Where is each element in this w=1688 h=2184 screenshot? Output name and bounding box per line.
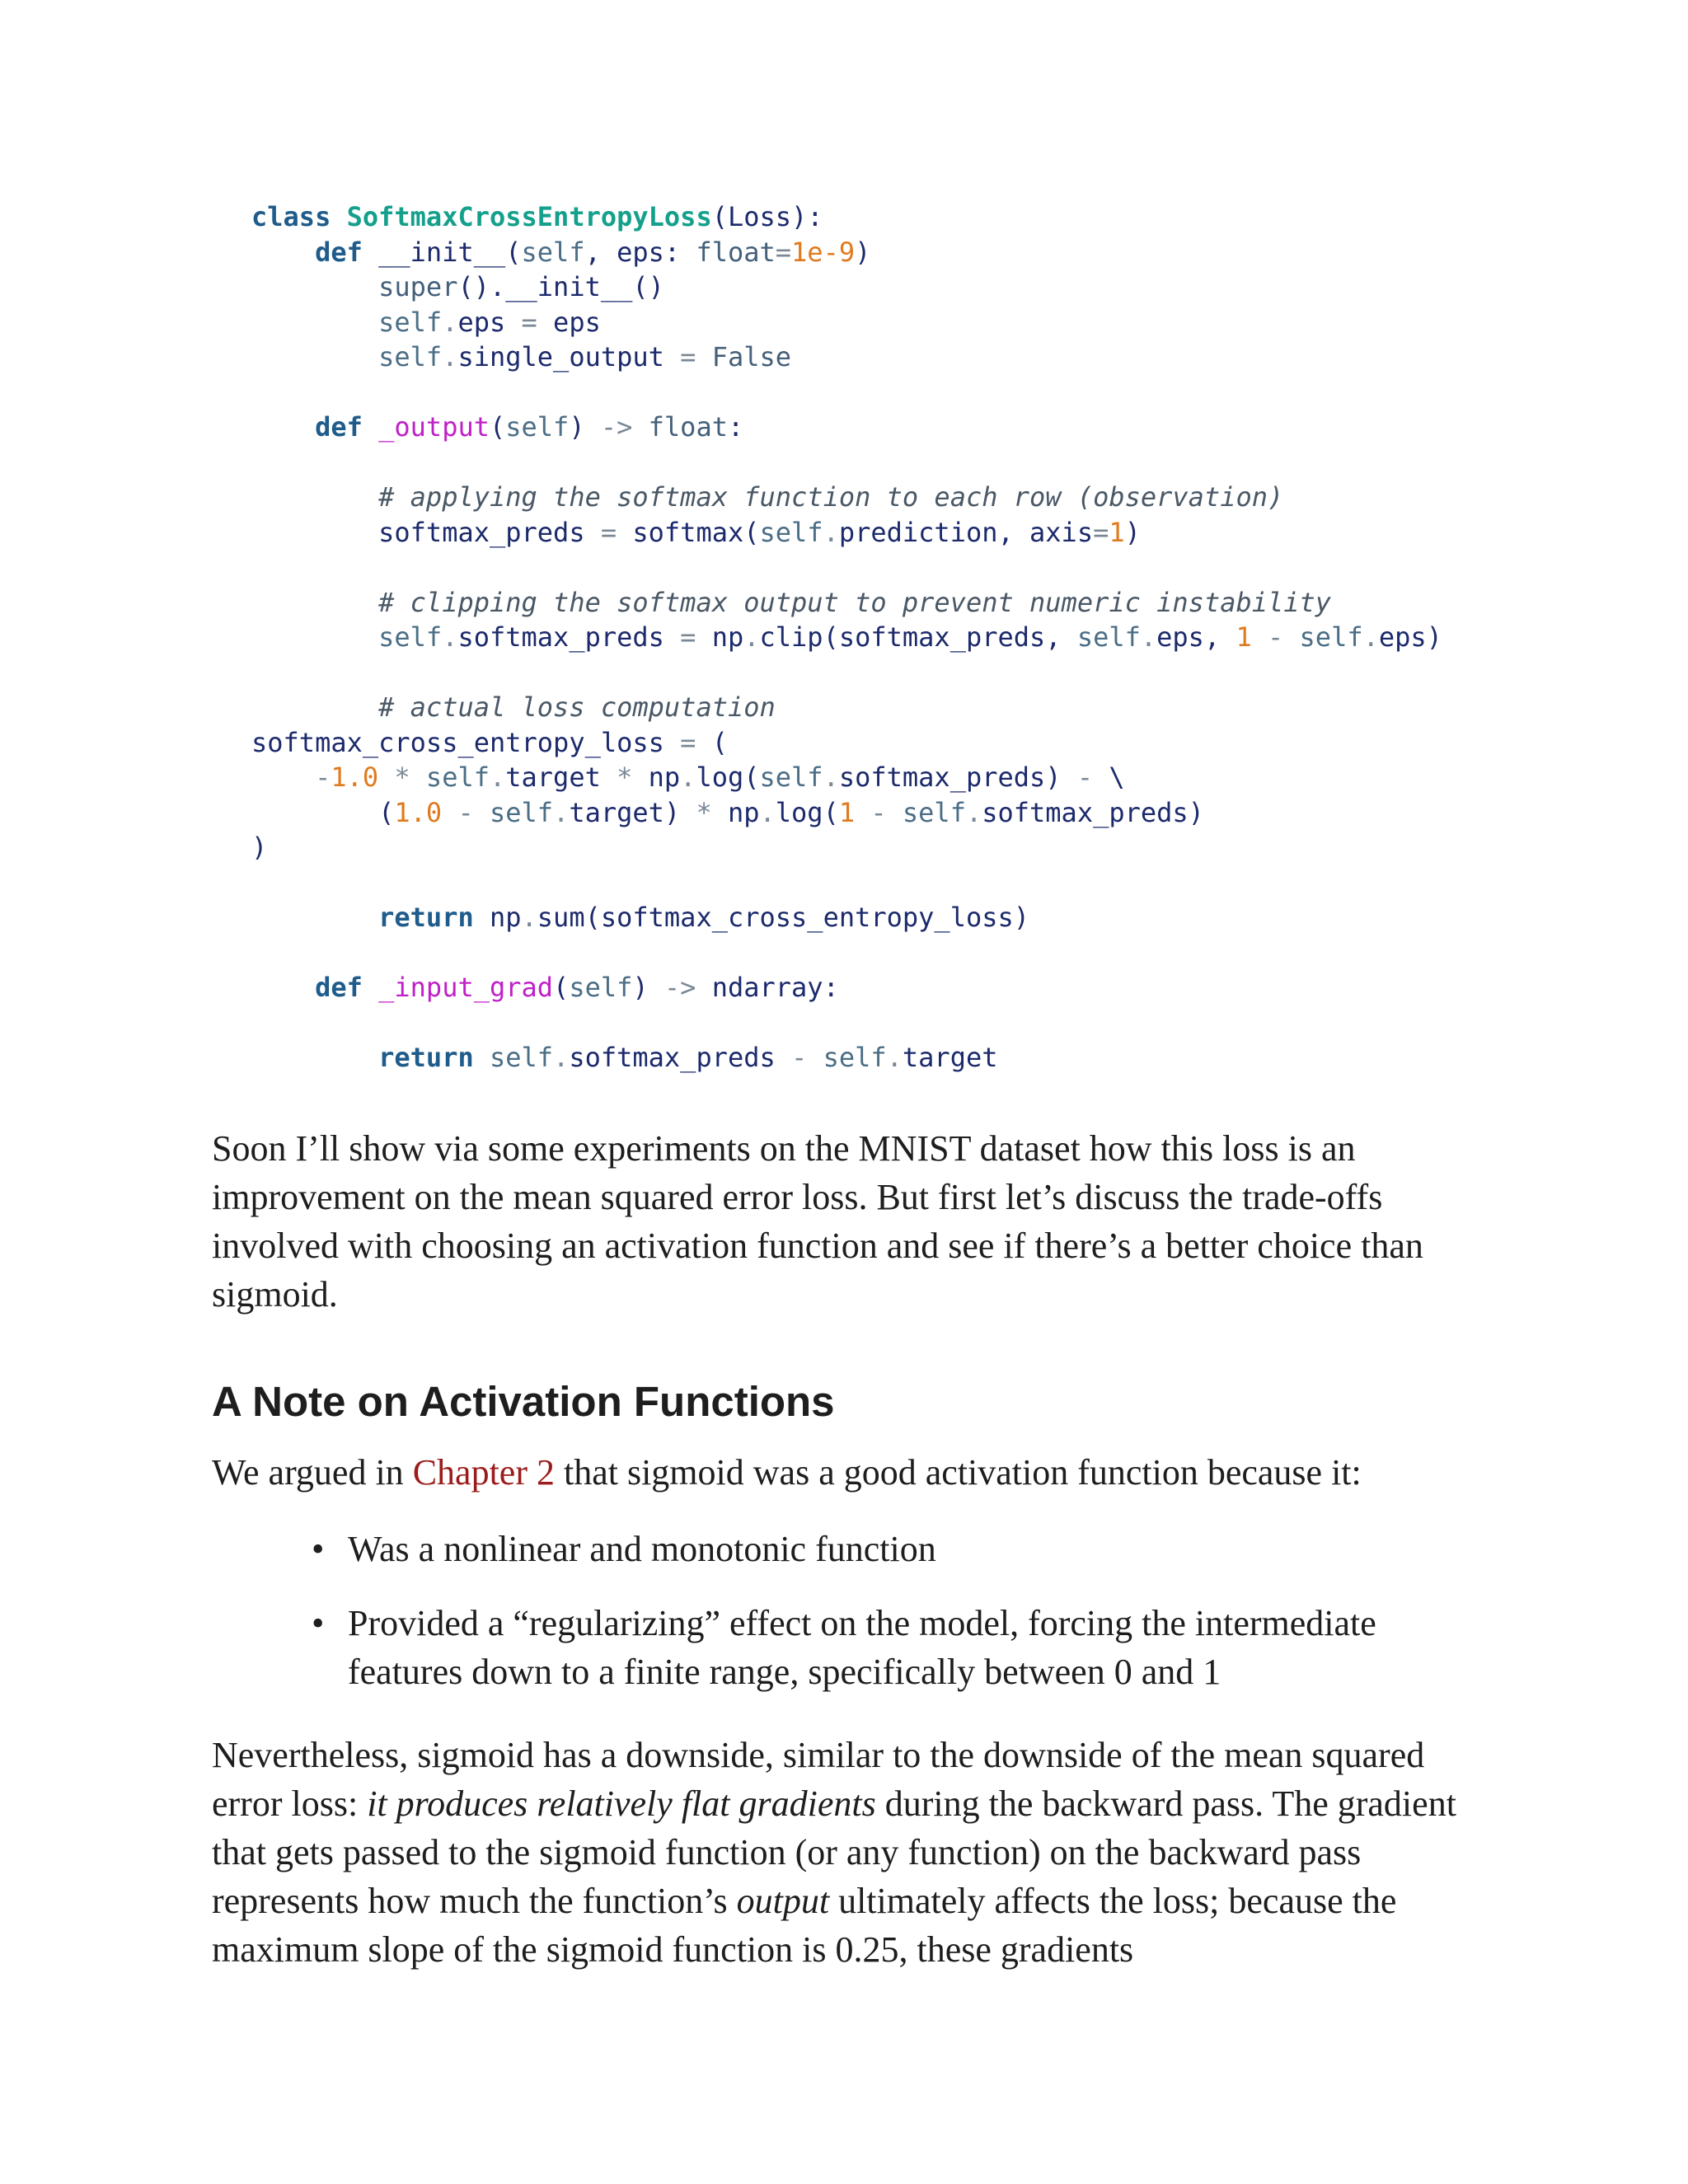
chapter-link[interactable]: Chapter 2 xyxy=(412,1452,555,1493)
code-comment-3: # actual loss computation xyxy=(378,691,776,723)
code-line-14: (1.0 - self.target) * np.log(1 - self.softmax_preds) xyxy=(378,796,1204,828)
section-heading: A Note on Activation Functions xyxy=(212,1378,835,1425)
code-line-2: def __init__(self, eps: float=1e-9) xyxy=(315,236,871,268)
bullet-icon: • xyxy=(312,1603,325,1643)
paragraph-downside: Nevertheless, sigmoid has a downside, similar to the downside of the mean squared error loss: it produces relatively flat gradients during the backward pass. The gradient that gets passed to the sigmoid function (or any function) on the backward pass represents how much the function’s output ultimately affects the loss; because the maximum slope of the sigmoid function is 0.25, these gradients xyxy=(212,1735,1456,1970)
code-line-12: softmax_cross_entropy_loss = ( xyxy=(251,726,728,758)
list-item: • Provided a “regularizing” effect on the model, forcing the intermediate features down to a finite range, specifically between 0 and 1 xyxy=(305,1599,1475,1696)
code-comment-2: # clipping the softmax output to prevent numeric instability xyxy=(378,586,1332,618)
code-line-1: class SoftmaxCrossEntropyLoss(Loss): xyxy=(251,201,823,232)
code-line-5: self.single_output = False xyxy=(378,341,792,373)
code-line-18: return self.softmax_preds - self.target xyxy=(378,1042,998,1073)
code-line-6: def _output(self) -> float: xyxy=(315,411,744,443)
paragraph-intro: Soon I’ll show via some experiments on the MNIST dataset how this loss is an improvement on the mean squared error loss. But first let’s discuss the trade-offs involved with choosing an activation function and see if there’s a better choice than sigmoid. xyxy=(212,1128,1423,1315)
code-line-4: self.eps = eps xyxy=(378,306,601,338)
code-line-17: def _input_grad(self) -> ndarray: xyxy=(315,972,839,1003)
list-item: • Was a nonlinear and monotonic function xyxy=(305,1525,1475,1573)
code-block xyxy=(251,199,1442,1076)
code-line-8: softmax_preds = softmax(self.prediction, axis=1) xyxy=(378,516,1141,548)
code-line-16: return np.sum(softmax_cross_entropy_loss) xyxy=(378,902,1030,933)
code-line-13: -1.0 * self.target * np.log(self.softmax_preds) - \ xyxy=(315,762,1125,793)
code-line-3: super().__init__() xyxy=(378,271,664,302)
paragraph-argument: We argued in Chapter 2 that sigmoid was a good activation function because it: xyxy=(212,1452,1362,1493)
bullet-list xyxy=(305,1525,1475,1722)
bullet-icon: • xyxy=(312,1529,325,1569)
code-line-15: ) xyxy=(251,832,268,863)
code-line-10: self.softmax_preds = np.clip(softmax_preds, self.eps, 1 - self.eps) xyxy=(378,621,1442,653)
code-comment-1: # applying the softmax function to each row (observation) xyxy=(378,481,1284,513)
